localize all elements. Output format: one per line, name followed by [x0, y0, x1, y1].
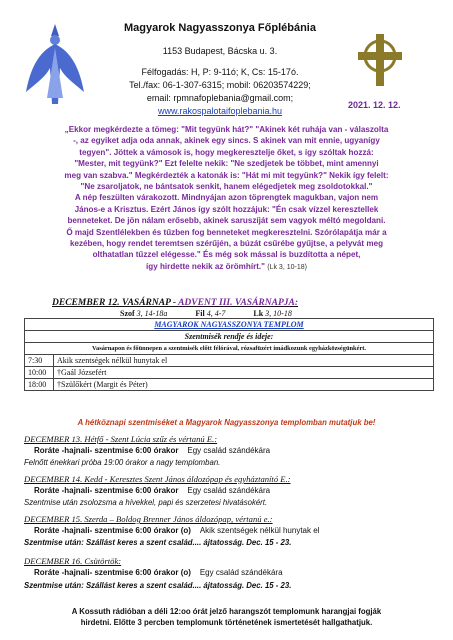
- quote-line: olthatatlan tűzzel elégesse." És még sok mással is buzdította a népet,: [92, 250, 361, 260]
- parish-title: Magyarok Nagyasszonya Főplébánia: [124, 22, 316, 34]
- reading-2: Fil 4, 4-7: [195, 309, 226, 318]
- mass-time: 18:00: [25, 379, 54, 391]
- day-mass-3: Roráte -hajnali- szentmise 6:00 órakor (o) Akik szentségek nélkül hunytak el: [34, 526, 320, 535]
- day-mass-2: Roráte -hajnali- szentmise 6:00 órakor Egy család szándékára: [34, 486, 271, 495]
- table-row: [25, 355, 434, 367]
- quote-reference: (Lk 3, 10-18): [267, 263, 307, 271]
- mass-time: 10:00: [25, 367, 54, 379]
- quote-line: Ő majd Szentlélekben és tűzben fog benneteket megkeresztelni. Szórólapátja már a: [66, 227, 387, 237]
- quote-line: "Mester, mit tegyünk?" Ezt felelte nekik: "Ne szedjetek be többet, mint amennyi: [74, 159, 379, 169]
- quote-line: A nép feszülten várakozott. Mindnyájan azon töprengtek magukban, vajon nem: [74, 193, 379, 203]
- parish-logo: [20, 18, 90, 108]
- office-hours: Félfogadás: H, P: 9-11ó; K, Cs: 15-17ó.: [141, 67, 299, 77]
- day-mass-4: Roráte -hajnali- szentmise 6:00 órakor (o) Egy család szándékára: [34, 568, 283, 577]
- sunday-readings: [120, 309, 420, 318]
- table-row: [25, 379, 434, 391]
- radio-announcement: [20, 606, 433, 628]
- cross-icon: [350, 30, 410, 90]
- mass-intention: Akik szentségek nélkül hunytak el: [54, 355, 434, 367]
- day-after-4: Szentmise után: Szállást keres a szent család.... ájtatosság. Dec. 15 - 23.: [24, 581, 292, 590]
- rosary-note: Vasárnapon és főünnepen a szentmisék előtt félórával, rózsafüzért imádkozunk egyházközségünkért.: [25, 343, 434, 355]
- weekday-note: A hétköznapi szentmiséket a Magyarok Nagyasszonya templomban mutatjuk be!: [77, 418, 376, 427]
- mass-schedule-table: [24, 318, 434, 391]
- quote-line: meg van szabva." Megkérdezték a katonák is: "Hát mi mit tegyünk?" Nekik így felelt:: [64, 170, 389, 180]
- day-heading-1: DECEMBER 13. Hétfő - Szent Lúcia szűz és vértanú E.:: [24, 434, 218, 444]
- quote-line: „Ekkor megkérdezte a tömeg: "Mit tegyünk hát?" "Akinek két ruhája van - válaszolta: [64, 125, 389, 134]
- masses-title: Szentmisék rendje és ideje:: [25, 331, 434, 343]
- quote-line: benneteket. De jön nálam erősebb, akinek saruszíját sem vagyok méltó megoldani.: [67, 216, 386, 226]
- day-heading-2: DECEMBER 14. Kedd - Keresztes Szent János áldozópap és egyháztanító E.:: [24, 474, 291, 484]
- quote-line: -, az egyiket adja oda annak, akinek egy sincs. S akinek van mit ennie, ugyanígy: [73, 136, 380, 146]
- day-heading-4: DECEMBER 16. Csütörtök:: [24, 556, 122, 566]
- mass-intention: †Gaál Józsefért: [54, 367, 434, 379]
- email-address: email: rpmnafoplebania@gmail.com;: [146, 93, 294, 103]
- mass-time: 7:30: [25, 355, 54, 367]
- table-row: [25, 367, 434, 379]
- quote-line: János-e a Krisztus. Ezért János így szólt hozzájuk: "Én csak vízzel keresztellek: [74, 204, 379, 214]
- quote-line: kezében, hogy rendet teremtsen szérűjén, a búzát csűrébe gyűjtse, a pelyvát meg: [69, 239, 384, 249]
- quote-line: "Ne zsaroljatok, ne bántsatok senkit, hanem elégedjetek meg zsoldotokkal.": [80, 182, 373, 192]
- bulletin-date: 2021. 12. 12.: [348, 100, 401, 110]
- gospel-quote: [20, 124, 433, 273]
- announcement-line: A Kossuth rádióban a déli 12:oo órát jelző harangszót templomunk harangjai fogják: [71, 607, 382, 616]
- sunday-heading: [52, 298, 412, 308]
- mass-intention: †Szülőkért (Margit és Péter): [54, 379, 434, 391]
- quote-line-last: így hirdette nekik az örömhírt." (Lk 3, 10-18): [146, 261, 307, 271]
- sunday-feast: ADVENT III. VASÁRNAPJA:: [178, 298, 299, 308]
- day-heading-3: DECEMBER 15. Szerda – Boldog Brenner János áldozópap, vértanú e.:: [24, 514, 273, 524]
- parish-address: 1153 Budapest, Bácska u. 3.: [162, 46, 278, 56]
- church-name: MAGYAROK NAGYASSZONYA TEMPLOM: [25, 319, 434, 331]
- website-link[interactable]: www.rakospalotaifoplebania.hu: [157, 106, 283, 116]
- quote-line: tegyen". Jöttek a vámosok is, hogy megkeresztelje őket, s így szóltak hozzá:: [79, 147, 374, 157]
- sunday-date: DECEMBER 12. VASÁRNAP -: [52, 298, 179, 308]
- day-after-2: Szentmise után zsolozsma a hívekkel, papi és szerzetesi hivatásokért.: [24, 498, 268, 507]
- announcement-line: hirdetni. Előtte 3 percben templomunk történetének ismertetését hallgathatjuk.: [80, 618, 373, 627]
- phone-numbers: Tel./fax: 06-1-307-6315; mobil: 06203574229;: [129, 80, 311, 90]
- reading-1: Szof 3, 14-18a: [120, 309, 168, 318]
- reading-3: Lk 3, 10-18: [253, 309, 292, 318]
- day-after-3: Szentmise után: Szállást keres a szent család.... ájtatosság. Dec. 15 - 23.: [24, 538, 292, 547]
- day-mass-1: Roráte -hajnali- szentmise 6:00 órakor Egy család szándékára: [34, 446, 271, 455]
- day-after-1: Felnőtt énekkari próba 19:00 órakor a nagy templomban.: [24, 458, 221, 467]
